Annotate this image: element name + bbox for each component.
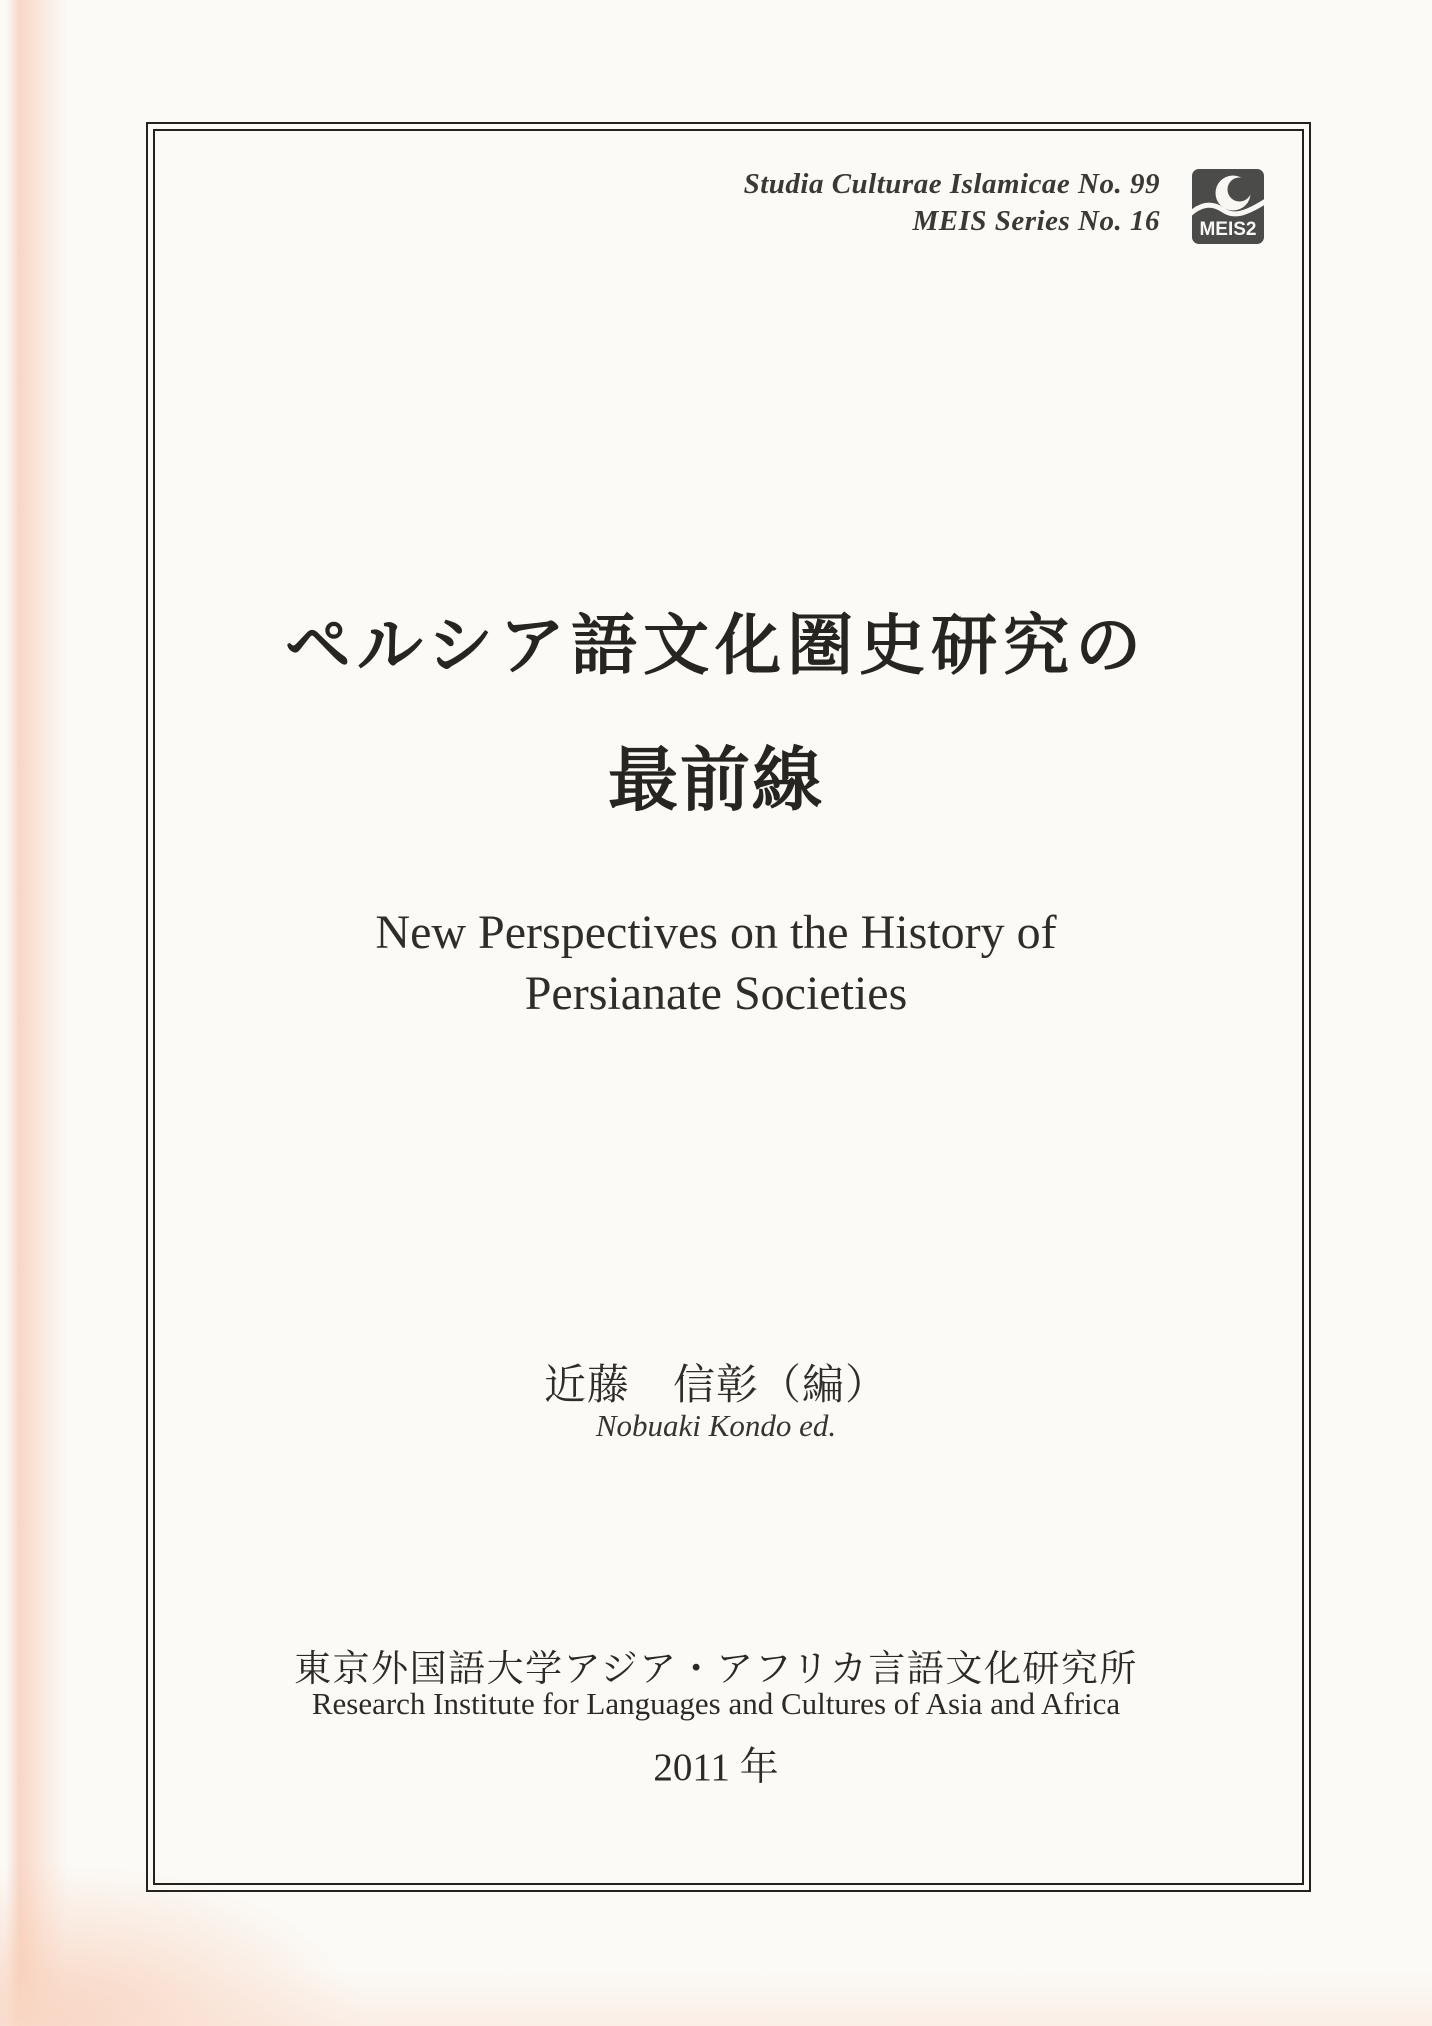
publisher-english: Research Institute for Languages and Cultures of Asia and Africa [311, 1686, 1121, 1721]
main-title-japanese-line1: ペルシア語文化圏史研究の [284, 610, 1148, 683]
publication-year: 2011 年 [653, 1746, 779, 1789]
editor-name-japanese: 近藤 信彰（編） [543, 1363, 888, 1409]
series-info [744, 166, 1160, 240]
logo-text: MEIS2 [1199, 219, 1257, 240]
subtitle-english-line1: New Perspectives on the History of [375, 906, 1057, 959]
scan-tint-bottom [0, 1971, 1432, 2026]
main-title-japanese-line2: 最前線 [608, 743, 824, 820]
subtitle-english-line2: Persianate Societies [524, 967, 908, 1020]
publisher-japanese: 東京外国語大学アジア・アフリカ言語文化研究所 [294, 1649, 1138, 1690]
subtitle-english [0, 902, 1432, 1024]
meis2-logo [1192, 169, 1264, 244]
series-line-2: MEIS Series No. 16 [912, 205, 1160, 237]
meis2-logo-graphic [1192, 169, 1264, 244]
editor-name-english: Nobuaki Kondo ed. [595, 1408, 837, 1443]
series-line-1: Studia Culturae Islamicae No. 99 [743, 168, 1160, 200]
crescent-moon-cutout [1228, 178, 1252, 202]
